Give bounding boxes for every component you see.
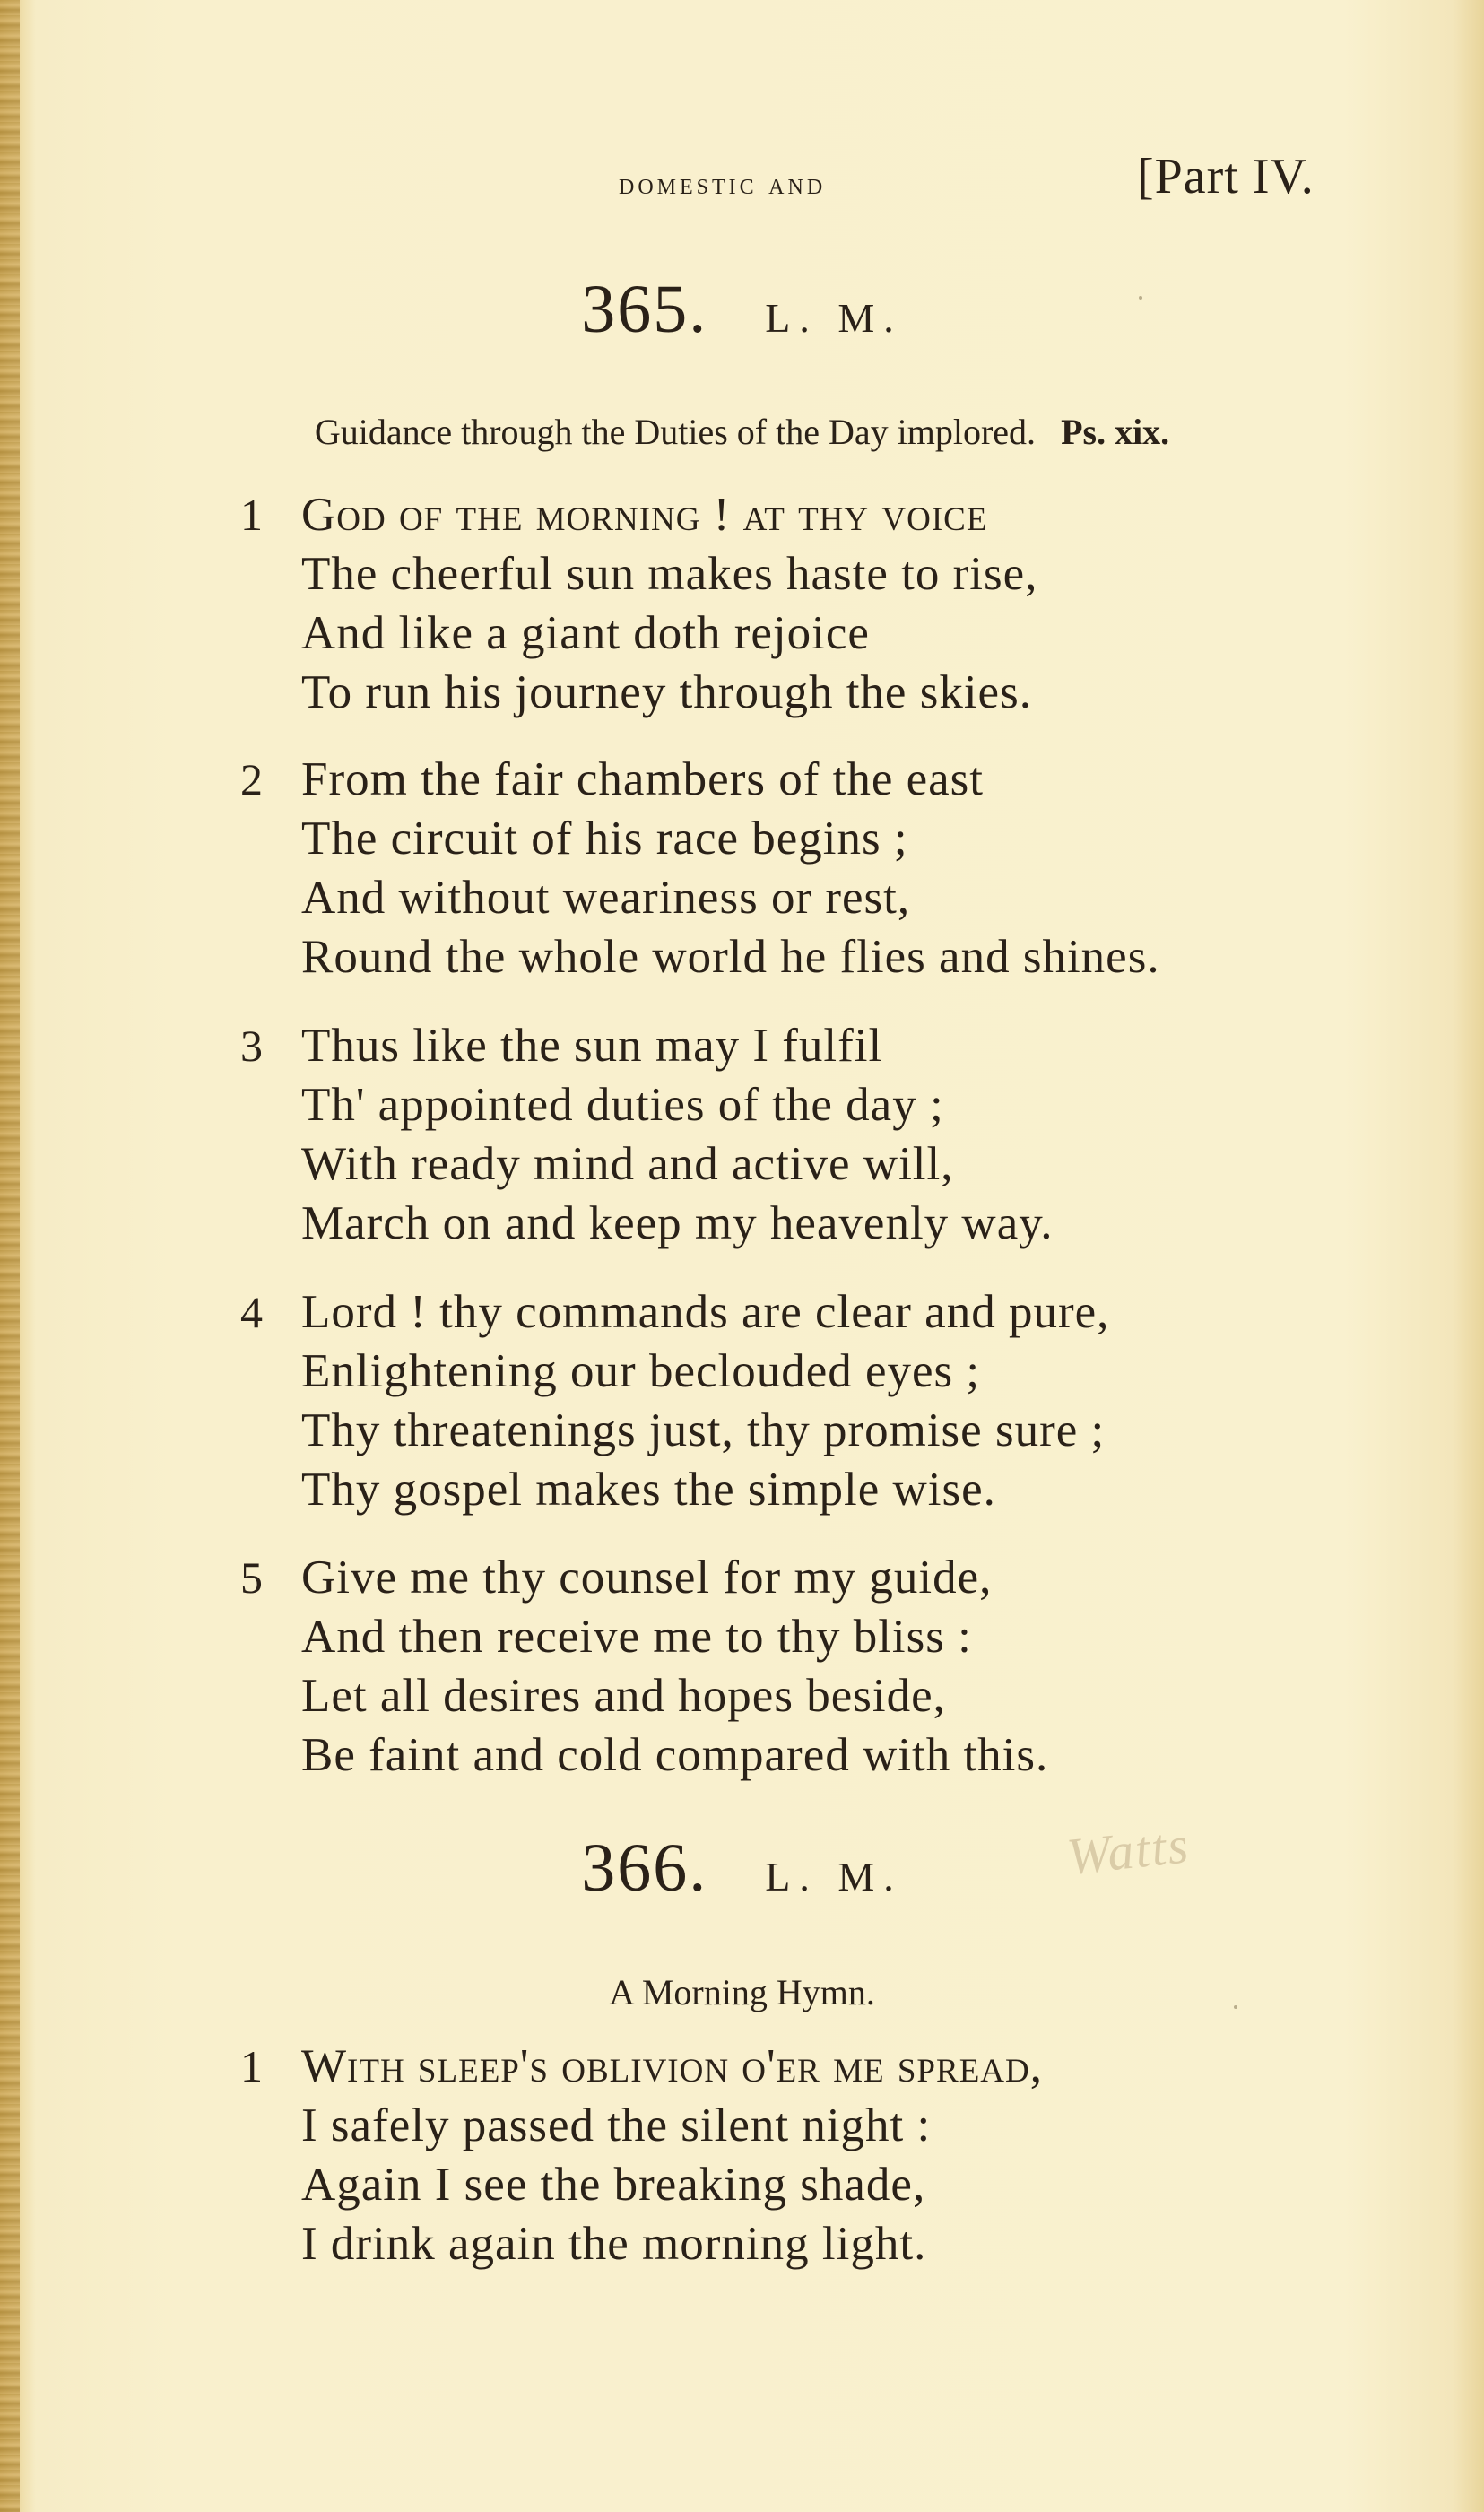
verse-line [0,1666,1484,1725]
verse-text: Round the whole world he flies and shines. [301,931,1160,983]
verse-line [0,1016,1484,1075]
verse-text: Be faint and cold compared with this. [301,1729,1049,1781]
verse-text: And like a giant doth rejoice [301,607,870,659]
verse-line [0,750,1484,809]
verse-text: With sleep's oblivion o'er me spread, [301,2040,1043,2092]
stanza-1 [0,2037,1484,2273]
verse-line [0,1194,1484,1253]
stanza-1 [0,485,1484,722]
verse-text: Thy threatenings just, thy promise sure ; [301,1404,1106,1456]
hymn-366-heading [0,1830,1484,1908]
verse-line [0,1725,1484,1785]
verse-line [0,927,1484,987]
verse-text: From the fair chambers of the east [301,753,985,805]
part-label: [Part IV. [1137,149,1315,204]
hymn-365-subtitle [0,411,1484,453]
verse-line [0,1607,1484,1666]
running-head: domestic and [619,168,827,201]
verse-text: March on and keep my heavenly way. [301,1197,1054,1249]
hymn-number: 365. [581,272,708,347]
verse-line [0,868,1484,927]
stanza-5 [0,1548,1484,1785]
verse-text: I drink again the morning light. [301,2218,927,2270]
stanza-2 [0,750,1484,987]
verse-line [0,809,1484,868]
verse-text: Enlightening our beclouded eyes ; [301,1345,981,1397]
subtitle-text: A Morning Hymn. [609,1972,875,2012]
paper-speck [1234,2005,1237,2009]
verse-line [0,544,1484,604]
verse-text: Lord ! thy commands are clear and pure, [301,1286,1110,1338]
verse-text: Let all desires and hopes beside, [301,1670,946,1722]
verse-text: The circuit of his race begins ; [301,813,908,865]
verse-line [0,1401,1484,1460]
verse-line [0,2096,1484,2155]
verse-text: The cheerful sun makes haste to rise, [301,548,1038,600]
verse-text: To run his journey through the skies. [301,666,1032,718]
verse-line [0,1342,1484,1401]
stanza-4 [0,1282,1484,1519]
verse-text: God of the morning ! at thy voice [301,489,988,541]
hymn-number: 366. [581,1830,708,1906]
verse-line [0,2037,1484,2096]
verse-line [0,1460,1484,1519]
verse-text: Thy gospel makes the simple wise. [301,1464,996,1516]
verse-text: Th' appointed duties of the day ; [301,1079,944,1131]
verse-line [0,663,1484,722]
stanza-number: 5 [240,1552,264,1603]
verse-line [0,1075,1484,1134]
hymn-meter: L. M. [765,1854,903,1899]
paper-speck [1139,296,1142,300]
stanza-number: 1 [240,490,264,540]
verse-text: With ready mind and active will, [301,1138,954,1190]
verse-text: I safely passed the silent night : [301,2099,932,2151]
stanza-number: 3 [240,1021,264,1071]
verse-text: And then receive me to thy bliss : [301,1611,972,1663]
hymn-meter: L. M. [765,295,903,341]
pencil-annotation: Watts [1063,1815,1193,1886]
hymn-366-subtitle [0,1971,1484,2013]
verse-line [0,1548,1484,1607]
page-header [0,148,1484,220]
verse-text: Give me thy counsel for my guide, [301,1552,993,1604]
verse-line [0,1282,1484,1342]
verse-line [0,1134,1484,1194]
verse-line [0,2214,1484,2273]
subtitle-text: Guidance through the Duties of the Day implored. [314,412,1037,452]
hymn-365-heading [0,271,1484,349]
verse-text: Again I see the breaking shade, [301,2159,926,2211]
verse-line [0,485,1484,544]
stanza-number: 2 [240,754,264,804]
verse-line [0,2155,1484,2214]
stanza-number: 1 [240,2041,264,2091]
verse-text: Thus like the sun may I fulfil [301,1020,883,1072]
verse-text: And without weariness or rest, [301,872,911,924]
scripture-reference: Ps. xix. [1061,412,1170,452]
verse-line [0,604,1484,663]
stanza-3 [0,1016,1484,1253]
stanza-number: 4 [240,1287,264,1337]
